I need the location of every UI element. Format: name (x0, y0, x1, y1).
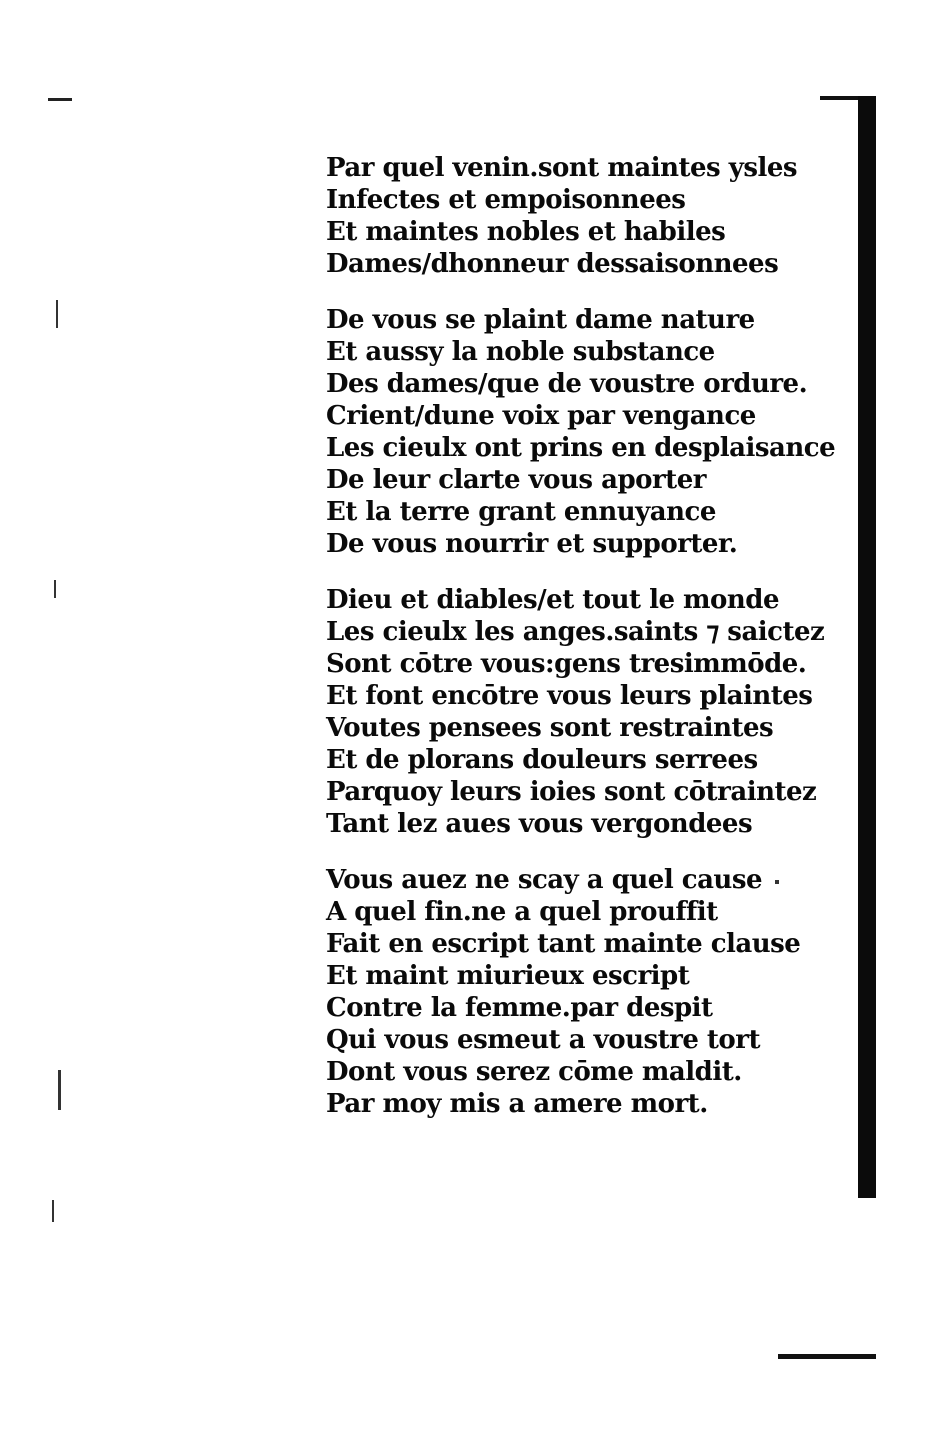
verse-line: Infectes et empoisonnees (326, 185, 686, 215)
verse-line: Et maint miurieux escript (326, 961, 690, 991)
stanza-1 (326, 152, 796, 280)
verse-line: De vous nourrir et supporter. (326, 529, 738, 559)
verse-line: De leur clarte vous aporter (326, 465, 706, 495)
gutter-mark (48, 98, 72, 101)
verse-line: Par quel venin.sont maintes ysles (326, 153, 798, 183)
verse-line: Dames/dhonneur dessaisonnees (326, 249, 779, 279)
gutter-speck (54, 580, 56, 598)
verse-line: Tant lez aues vous vergondees (326, 809, 753, 839)
verse-line: Voutes pensees sont restraintes (326, 713, 774, 743)
verse-line: Les cieulx ont prins en desplaisance (326, 433, 836, 463)
page-edge-shadow (858, 96, 876, 1198)
verse-line: Et la terre grant ennuyance (326, 497, 716, 527)
stanza-4 (326, 864, 801, 1120)
verse-line: Contre la femme.par despit (326, 993, 713, 1023)
verse-line: Fait en escript tant mainte clause (326, 929, 801, 959)
verse-line: Dont vous serez cōme maldit. (326, 1057, 742, 1087)
verse-line: Les cieulx les anges.saints ⁊ saictez (326, 617, 825, 647)
verse-line: Et aussy la noble substance (326, 337, 715, 367)
verse-line: Crient/dune voix par vengance (326, 401, 756, 431)
verse-line: Des dames/que de voustre ordure. (326, 369, 808, 399)
verse-line: Sont cōtre vous:gens tresimmōde. (326, 649, 807, 679)
page-edge-bottom (778, 1354, 876, 1359)
verse-line: Dieu et diables/et tout le monde (326, 585, 780, 615)
verse-line: Et de plorans douleurs serrees (326, 745, 758, 775)
gutter-speck (52, 1200, 54, 1222)
verse-line: Et font encōtre vous leurs plaintes (326, 681, 813, 711)
gutter-speck (56, 300, 58, 328)
verse-line: Par moy mis a amere mort. (326, 1089, 708, 1119)
stanza-3 (326, 584, 825, 840)
poem-text (326, 152, 836, 1144)
gutter-speck (58, 1070, 61, 1110)
verse-line: De vous se plaint dame nature (326, 305, 755, 335)
verse-line: A quel fin.ne a quel prouffit (326, 897, 718, 927)
verse-line: Et maintes nobles et habiles (326, 217, 726, 247)
verse-line: Vous auez ne scay a quel cause (326, 865, 763, 895)
verse-line: Parquoy leurs ioies sont cōtraintez (326, 777, 817, 807)
verse-line: Qui vous esmeut a voustre tort (326, 1025, 760, 1055)
stanza-2 (326, 304, 836, 560)
